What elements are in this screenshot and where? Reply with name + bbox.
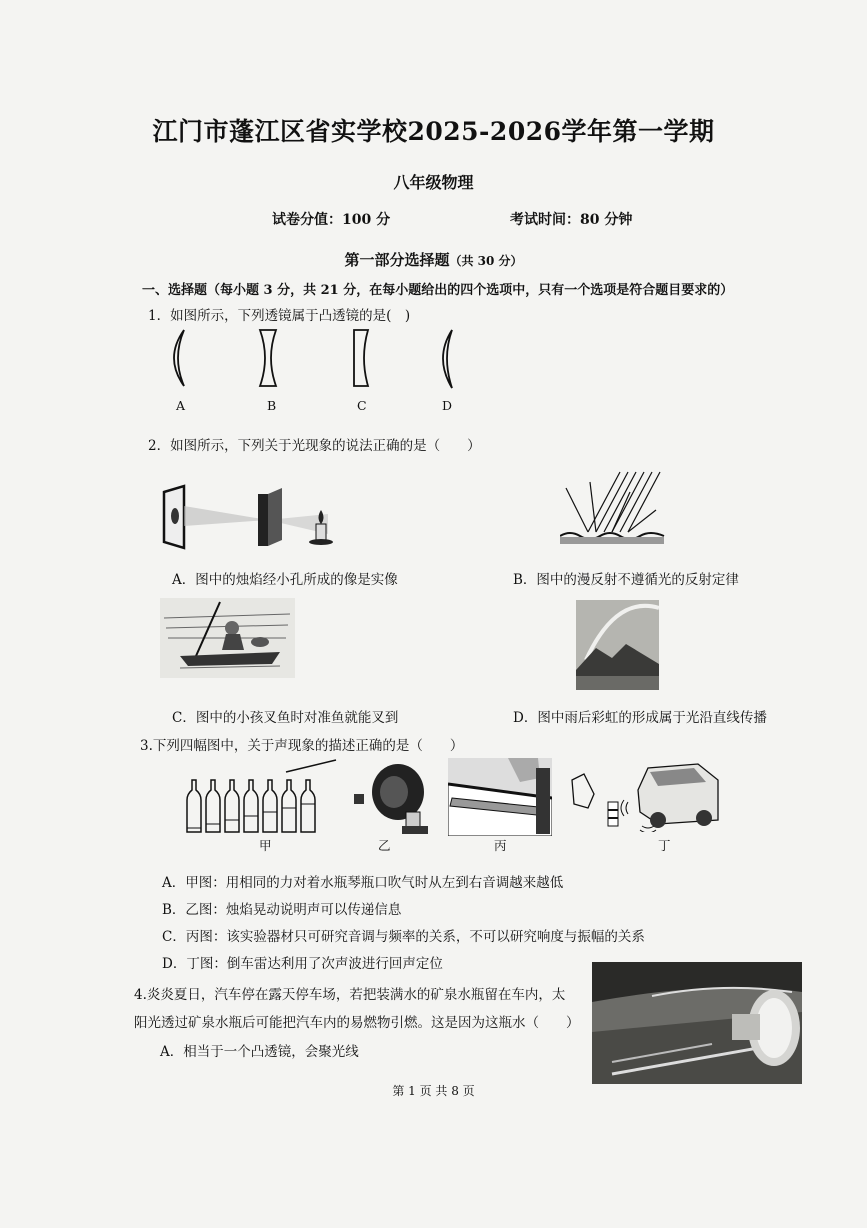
- q2-option-d: D．图中雨后彩虹的形成属于光沿直线传播: [513, 710, 767, 726]
- question-3: 3.下列四幅图中，关于声现象的描述正确的是（ ）: [140, 738, 464, 754]
- lens-b-icon: [260, 330, 276, 386]
- q2-option-a: A．图中的烛焰经小孔所成的像是实像: [172, 572, 398, 588]
- car-bottle-photo: [592, 962, 802, 1084]
- fishing-figure: [160, 598, 295, 678]
- question-1: 1．如图所示，下列透镜属于凸透镜的是( ): [148, 308, 411, 324]
- reversing-radar-figure: [558, 760, 720, 832]
- speaker-candle-figure: [352, 762, 432, 836]
- q3-option-b: B．乙图：烛焰晃动说明声可以传递信息: [162, 902, 402, 918]
- question-4-line-2: 阳光透过矿泉水瓶后可能把汽车内的易燃物引燃。这是因为这瓶水（ ）: [134, 1015, 580, 1031]
- q4-option-a: A．相当于一个凸透镜，会聚光线: [160, 1044, 359, 1060]
- lens-label-a: A: [176, 398, 186, 413]
- lens-figure: [160, 326, 470, 396]
- fig-label-jia: 甲: [259, 838, 272, 853]
- fig-label-ding: 丁: [658, 838, 671, 853]
- q2-option-b: B．图中的漫反射不遵循光的反射定律: [513, 572, 739, 588]
- fig-label-yi: 乙: [378, 838, 391, 853]
- section-instruction: 一、选择题（每小题 3 分，共 21 分，在每小题给出的四个选项中，只有一个选项是符合题目要求的）: [142, 283, 734, 298]
- lens-label-b: B: [267, 398, 277, 413]
- exam-time: 考试时间：80 分钟: [510, 212, 633, 228]
- exam-score: 试卷分值：100 分: [272, 212, 391, 228]
- part-title: [0, 249, 867, 270]
- lens-label-d: D: [442, 398, 453, 413]
- question-2: 2．如图所示，下列关于光现象的说法正确的是（ ）: [148, 438, 481, 454]
- ruler-figure: [448, 758, 552, 836]
- part-points: （共 30 分）: [449, 254, 523, 268]
- question-4-line-1: 4.炎炎夏日，汽车停在露天停车场，若把装满水的矿泉水瓶留在车内，太: [134, 987, 566, 1003]
- fig-label-bing: 丙: [494, 838, 507, 853]
- lens-label-c: C: [357, 398, 367, 413]
- q3-option-d: D．丁图：倒车雷达利用了次声波进行回声定位: [162, 956, 443, 972]
- lens-c-icon: [354, 330, 368, 386]
- exam-title: 江门市蓬江区省实学校2025-2026学年第一学期: [152, 117, 715, 146]
- q3-option-a: A．甲图：用相同的力对着水瓶琴瓶口吹气时从左到右音调越来越低: [162, 875, 564, 891]
- diffuse-reflection-figure: [560, 466, 670, 546]
- lens-d-icon: [443, 330, 452, 388]
- rainbow-photo: [576, 600, 659, 690]
- lens-a-icon: [174, 330, 184, 386]
- pinhole-figure: [158, 484, 338, 552]
- q2-option-c: C．图中的小孩叉鱼时对准鱼就能叉到: [172, 710, 399, 726]
- bottles-figure: [186, 758, 338, 836]
- exam-subject: 八年级物理: [393, 173, 474, 192]
- page-number: 第 1 页 共 8 页: [392, 1084, 475, 1098]
- q3-option-c: C．丙图：该实验器材只可研究音调与频率的关系，不可以研究响度与振幅的关系: [162, 929, 645, 945]
- part-title-text: 第一部分选择题: [344, 251, 450, 269]
